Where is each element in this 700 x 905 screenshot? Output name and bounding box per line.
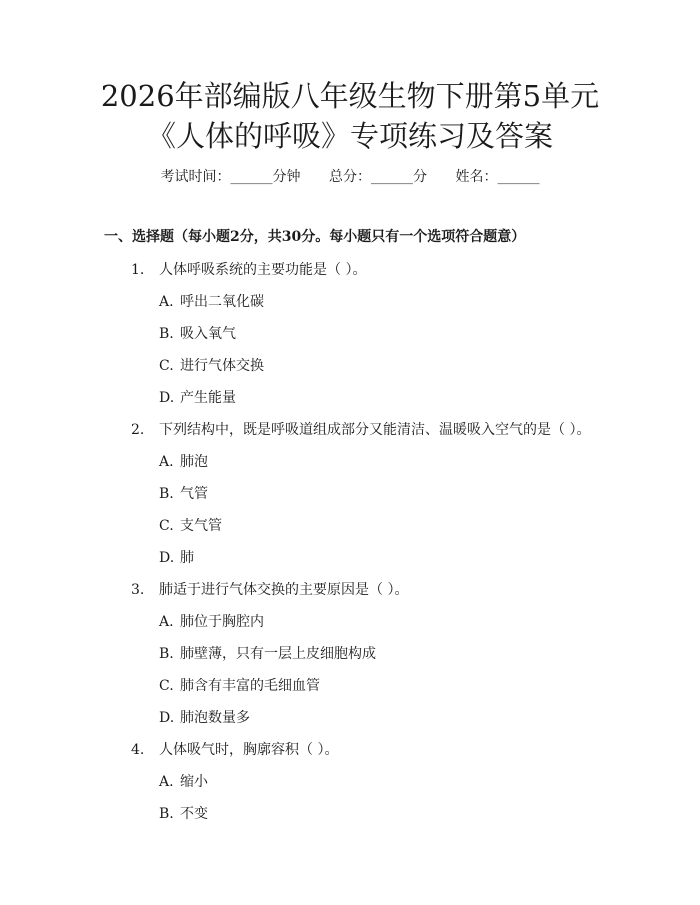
question-item xyxy=(0,259,700,291)
option-letter: B. xyxy=(159,646,174,662)
option-letter: A. xyxy=(159,774,174,790)
option-letter: B. xyxy=(159,806,174,822)
question-text: 人体吸气时，胸廓容积（ ）。 xyxy=(159,742,339,758)
option-letter: A. xyxy=(159,454,174,470)
option-letter: C. xyxy=(159,518,174,534)
option-text: 肺 xyxy=(180,550,194,566)
option-item xyxy=(0,611,700,643)
option-text: 气管 xyxy=(180,486,208,502)
option-item xyxy=(0,355,700,387)
option-text: 肺含有丰富的毛细血管 xyxy=(180,678,320,694)
option-letter: A. xyxy=(159,614,174,630)
option-text: 肺壁薄，只有一层上皮细胞构成 xyxy=(180,646,376,662)
option-text: 进行气体交换 xyxy=(180,358,264,374)
question-number: 4. xyxy=(131,742,145,758)
question-number: 3. xyxy=(131,582,145,598)
exam-time-field: 考试时间：______分钟 xyxy=(160,169,301,185)
option-letter: C. xyxy=(159,678,174,694)
option-letter: B. xyxy=(159,486,174,502)
option-text: 不变 xyxy=(180,806,208,822)
option-letter: D. xyxy=(159,390,175,406)
exam-info-line xyxy=(0,166,700,188)
option-letter: D. xyxy=(159,710,175,726)
option-letter: B. xyxy=(159,326,174,342)
option-text: 支气管 xyxy=(180,518,222,534)
option-text: 缩小 xyxy=(180,774,208,790)
option-item xyxy=(0,675,700,707)
option-letter: A. xyxy=(159,294,174,310)
student-name-field: 姓名：______ xyxy=(455,169,540,185)
option-item xyxy=(0,771,700,803)
option-item xyxy=(0,451,700,483)
question-text: 人体呼吸系统的主要功能是（ ）。 xyxy=(159,262,367,278)
question-text: 肺适于进行气体交换的主要原因是（ ）。 xyxy=(159,582,409,598)
option-text: 产生能量 xyxy=(180,390,236,406)
option-text: 呼出二氧化碳 xyxy=(180,294,264,310)
question-number: 2. xyxy=(131,422,145,438)
option-text: 肺泡 xyxy=(180,454,208,470)
question-item xyxy=(0,579,700,611)
option-item xyxy=(0,387,700,419)
question-item xyxy=(0,739,700,771)
total-score-field: 总分：______分 xyxy=(329,169,427,185)
question-text: 下列结构中，既是呼吸道组成部分又能清洁、温暖吸入空气的是（ ）。 xyxy=(159,422,591,438)
question-number: 1. xyxy=(131,262,145,278)
option-text: 肺位于胸腔内 xyxy=(180,614,264,630)
option-item xyxy=(0,643,700,675)
section-heading: 一、选择题（每小题2分，共30分。每小题只有一个选项符合题意） xyxy=(104,229,526,245)
option-item xyxy=(0,291,700,323)
option-item xyxy=(0,483,700,515)
option-item xyxy=(0,323,700,355)
question-item xyxy=(0,419,700,451)
option-text: 吸入氧气 xyxy=(180,326,236,342)
option-item xyxy=(0,547,700,579)
option-item xyxy=(0,707,700,739)
option-letter: C. xyxy=(159,358,174,374)
option-letter: D. xyxy=(159,550,175,566)
option-text: 肺泡数量多 xyxy=(180,710,250,726)
question-list xyxy=(0,259,700,835)
document-title: 2026年部编版八年级生物下册第5单元《人体的呼吸》专项练习及答案 xyxy=(100,79,600,153)
option-item xyxy=(0,515,700,547)
option-item xyxy=(0,803,700,835)
